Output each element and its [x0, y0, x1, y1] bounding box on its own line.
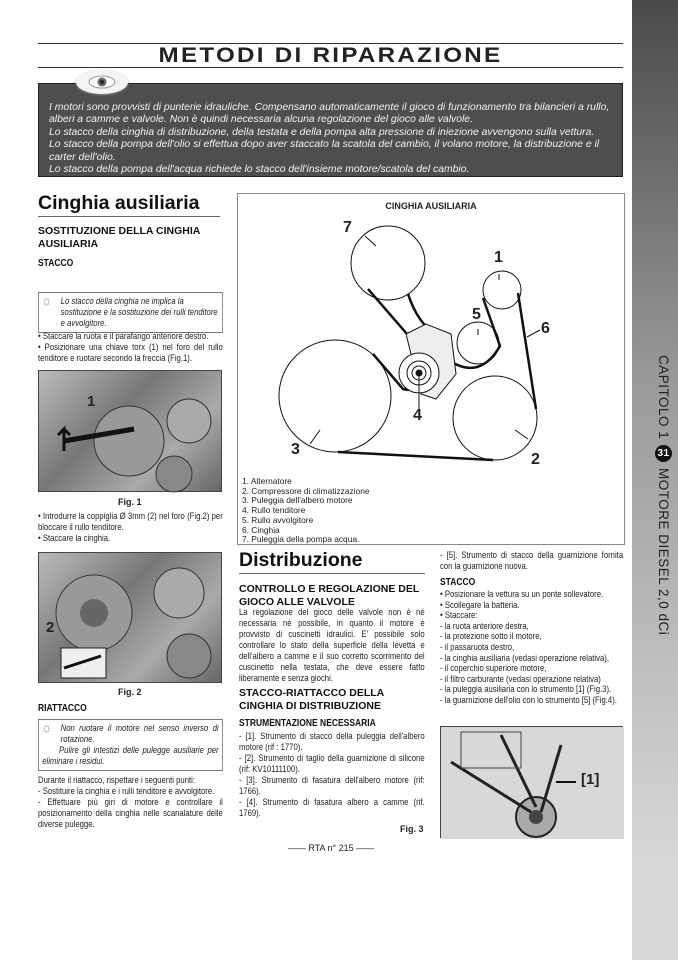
fig2-photo [38, 552, 222, 683]
legend-item: 7. Puleggia della pompa acqua. [242, 534, 360, 545]
tools-list [239, 731, 425, 819]
note-line: Lo stacco della pompa dell'olio si effettua dopo aver staccato la scatola del cambio, il volano motore, la distribuzione e il carter dell'olio. [49, 139, 600, 163]
page-footer: —— RTA n° 215 —— [287, 843, 375, 853]
callout: 1 [87, 393, 96, 410]
pulley-1 [483, 271, 521, 309]
legend-item: 6. Cinghia [242, 524, 280, 535]
tools-heading: STRUMENTAZIONE NECESSARIA [239, 718, 376, 729]
subsection-heading: CONTROLLO E REGOLAZIONE DEL GIOCO ALLE VALVOLE [239, 583, 420, 608]
steps-list [440, 589, 623, 706]
subsection-heading: STACCO-RIATTACCO DELLA CINGHIA DI DISTRIBUZIONE [239, 687, 384, 712]
lightbulb-icon: ☼ [41, 292, 53, 308]
warning-text: Non ruotare il motore nel senso inverso di rotazione. [60, 723, 219, 744]
step: • Scollegare la batteria. [440, 599, 520, 610]
callout-6: 6 [541, 320, 550, 337]
note-line: I motori sono provvisti di punterie idrauliche. Compensano automaticamente il gioco di funzionamento tra bilancieri a rullo, alberi a camme e valvole. Non è quindi necessaria alcuna regolazione del gioco alle valvole. [49, 102, 610, 126]
callout: [1] [581, 771, 600, 788]
callout-4: 4 [413, 407, 422, 424]
warning-box [38, 719, 223, 771]
paragraph [38, 775, 223, 830]
step: - la ruota anteriore destra, [440, 620, 529, 631]
figure-caption: Fig. 3 [400, 824, 424, 834]
pulley-7 [351, 226, 425, 300]
tool-item: - [1]. Strumento di stacco della puleggia dell'albero motore (rif : 1770). [239, 731, 425, 752]
step: • Staccare la cinghia. [38, 533, 111, 543]
callout: 2 [46, 619, 55, 636]
stacco-heading: STACCO [440, 577, 476, 588]
tool-item: - [3]. Strumento di fasatura dell'albero motore (rif: 1766). [239, 775, 425, 796]
paragraph [38, 331, 223, 364]
callout-7: 7 [343, 219, 352, 236]
callout-5: 5 [472, 306, 481, 323]
note-line: Lo stacco della cinghia di distribuzione, della testata e della pompa alta pressione di iniezione avvengono sulla vettura. [49, 126, 595, 138]
step: • Staccare la ruota e il parafango anteriore destro. [38, 331, 209, 341]
page-title: METODI DI RIPARAZIONE [158, 44, 503, 67]
header-rule [38, 67, 623, 68]
warning-text: Pulire gli intestizi delle pulegge ausiliarie per eliminare i residui. [42, 745, 219, 766]
step: • Posizionare la vettura su un ponte sollevatore. [440, 589, 604, 599]
text: Durante il riattacco, rispettare i seguenti punti: [38, 775, 196, 785]
step: • Posizionare una chiave torx (1) nel foro del rullo tenditore e ruotare secondo la freccia (Fig.1). [38, 342, 223, 363]
figure-caption: Fig. 2 [118, 687, 142, 697]
callout-1: 1 [494, 249, 503, 266]
section-heading: Cinghia ausiliaria [38, 192, 220, 217]
step: • Staccare: [440, 610, 478, 621]
diagram-legend [242, 477, 370, 545]
belt-drawing [238, 194, 626, 474]
section-label: MOTORE DIESEL 2,0 dCi [656, 468, 671, 636]
figure-caption: Fig. 1 [118, 497, 142, 507]
step: - il filtro carburante (vedasi operazione relativa) [440, 673, 601, 684]
callout-2: 2 [531, 451, 540, 468]
text: - Sostituire la cinghia e i rulli tenditore e avvolgitore. [38, 786, 215, 796]
lightbulb-icon: ☼ [41, 719, 53, 735]
text: - Effettuare più giri di motore e controllare il posizionamento della cinghia nelle scanalature delle diverse pulegge. [38, 797, 223, 829]
paragraph: La regolazione del gioco delle valvole non è né necessaria né possibile, in quanto il motore è provvisto di cuscinetti idraulici. E' possibile solo controllare lo stato della superficie della levetta e dell'albero a camme e il suo corretto scorrimento del cuscinetto nella testata, che deve essere fatto liberamente e senza giochi. [239, 607, 425, 683]
tool-item: - [5]. Strumento di stacco della guarnizione fornita con la guarnizione nuova. [440, 550, 624, 571]
legend-item: 3. Puleggia dell'albero motore [242, 495, 353, 506]
step: - la protezione sotto il motore, [440, 631, 542, 642]
note-line: Lo stacco della pompa dell'acqua richiede lo stacco dell'insieme motore/scatola del cambio. [49, 164, 470, 176]
step: - la puleggia ausiliaria con lo strumento [1] (Fig.3). [440, 684, 612, 695]
legend-item: 4. Rullo tenditore [242, 505, 306, 516]
tool-item: - [4]. Strumento di fasatura albero a camme (rif. 1769). [239, 797, 425, 818]
section-heading: Distribuzione [239, 549, 425, 574]
fig1-photo [38, 370, 222, 492]
legend-item: 2. Compressore di climatizzazione [242, 485, 370, 496]
warning-box [38, 292, 223, 333]
chapter-label: CAPITOLO 1 [656, 355, 671, 440]
chapter-number: 31 [655, 445, 672, 462]
subsection-heading: SOSTITUZIONE DELLA CINGHIA AUSILIARIA [38, 225, 200, 250]
paragraph [38, 511, 223, 544]
tool-item: - [2]. Strumento di taglio della guarnizione di silicone (rif: KV10111100). [239, 753, 425, 774]
step: • Introdurre la coppiglia Ø 3mm (2) nel foro (Fig.2) per bloccare il rullo tenditore. [38, 511, 223, 532]
legend-item: 5. Rullo avvolgitore [242, 514, 314, 525]
chapter-tab [655, 355, 672, 636]
step: - il passaruota destro, [440, 641, 515, 652]
diagram-title: CINGHIA AUSILIARIA [385, 201, 477, 211]
warning-text: Lo stacco della cinghia ne implica la sostituzione e la sostituzione dei rulli tenditore e avvolgitore. [60, 296, 218, 328]
fig3-photo [440, 726, 623, 838]
step: - la guarnizione dell'olio con lo strumento [5] (Fig.4). [440, 694, 617, 705]
belt-diagram [237, 193, 625, 545]
intro-note [38, 83, 623, 177]
callout-3: 3 [291, 441, 300, 458]
pulley-2 [453, 376, 537, 460]
riattacco-heading: RIATTACCO [38, 703, 87, 714]
stacco-heading: STACCO [38, 258, 74, 269]
step: - la cinghia ausiliaria (vedasi operazione relativa), [440, 652, 610, 663]
step: - il coperchio superiore motore, [440, 663, 547, 674]
legend-item: 1. Alternatore [242, 476, 292, 486]
eye-icon [76, 70, 128, 94]
